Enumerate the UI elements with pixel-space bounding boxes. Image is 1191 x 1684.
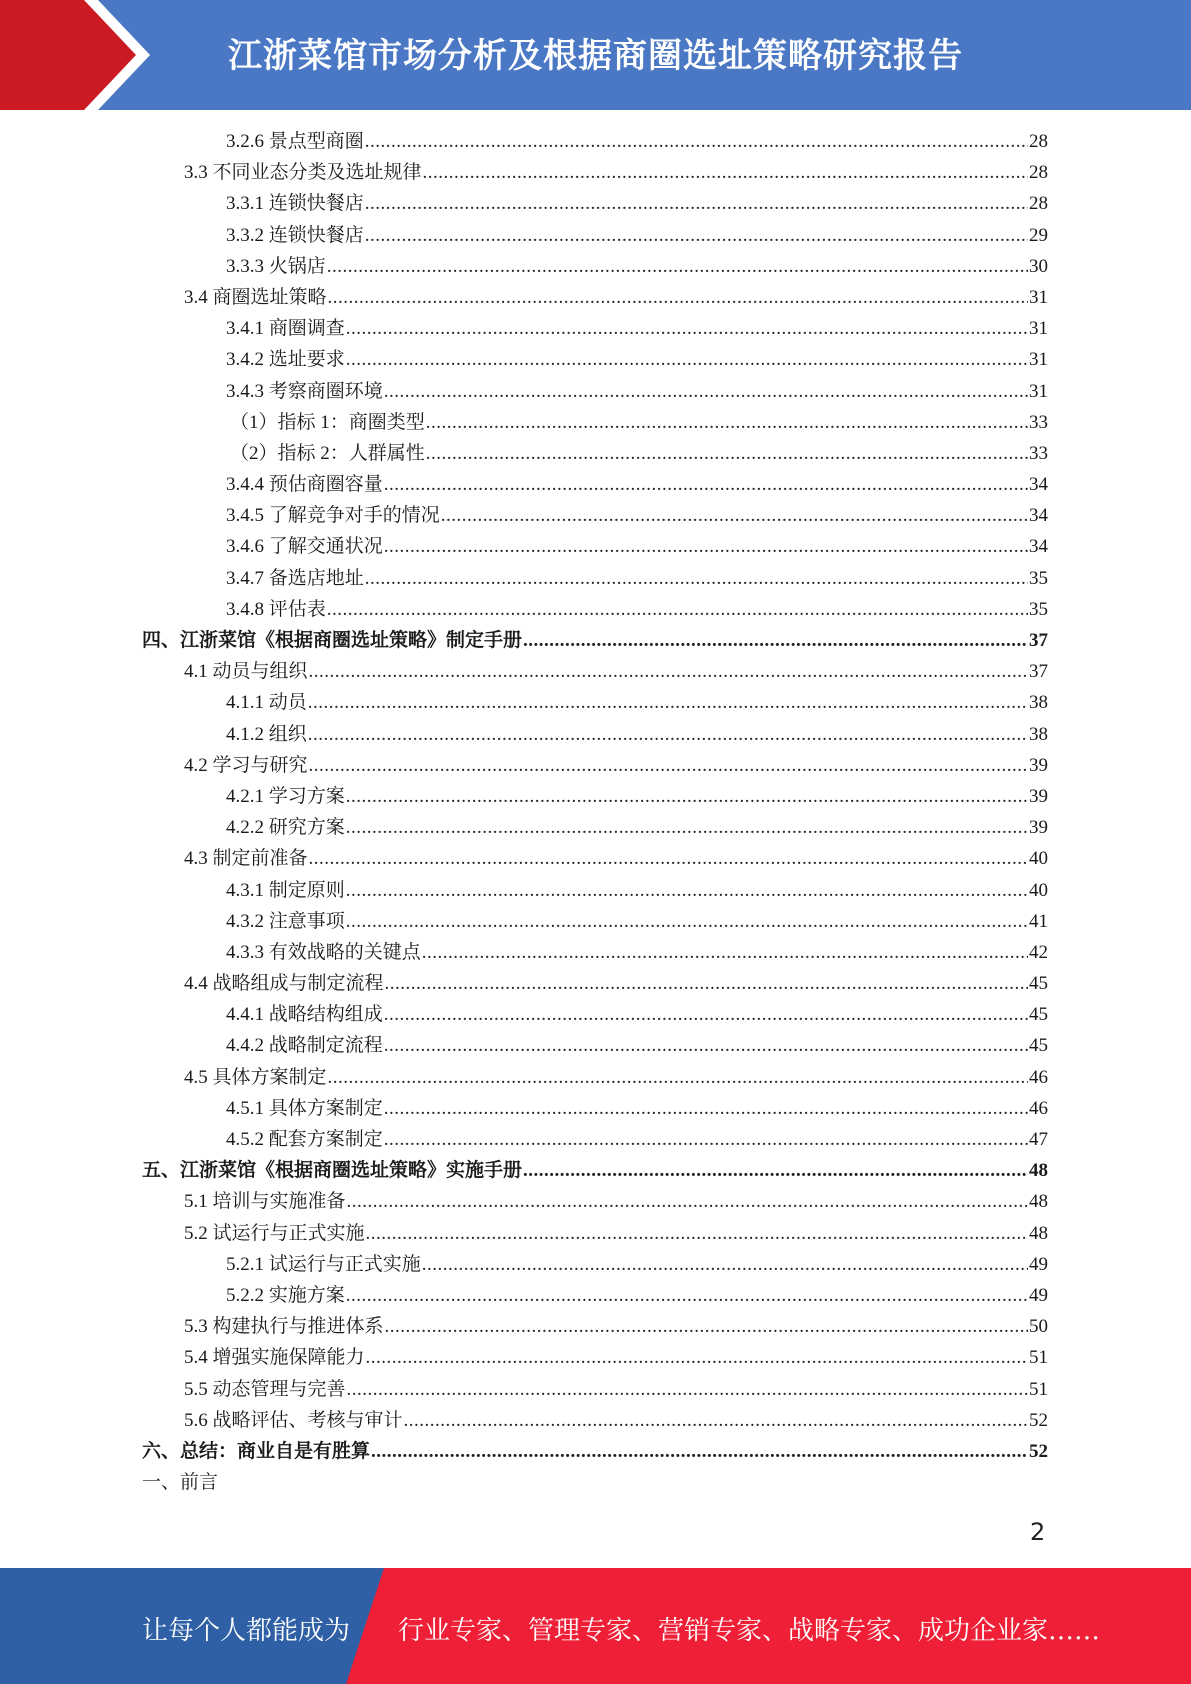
toc-dot-leader <box>384 536 1028 558</box>
toc-dot-leader <box>347 1191 1028 1213</box>
toc-dot-leader <box>346 880 1028 902</box>
toc-entry[interactable] <box>142 999 1048 1030</box>
toc-dot-leader <box>365 225 1028 247</box>
toc-entry-title: 3.3.1 连锁快餐店 <box>226 193 364 215</box>
toc-entry[interactable] <box>142 407 1048 438</box>
toc-dot-leader <box>309 848 1028 870</box>
toc-entry[interactable] <box>142 719 1048 750</box>
toc-entry-page: 28 <box>1029 162 1048 184</box>
toc-entry-title: 4.1.2 组织 <box>226 723 307 745</box>
toc-entry-page: 48 <box>1029 1160 1048 1182</box>
toc-entry-page: 52 <box>1029 1409 1048 1431</box>
toc-dot-leader <box>366 1347 1028 1369</box>
toc-entry[interactable] <box>142 157 1048 188</box>
toc-entry-page: 38 <box>1029 723 1048 745</box>
toc-entry[interactable] <box>142 1374 1048 1405</box>
toc-entry-title: 3.4.4 预估商圈容量 <box>226 474 383 496</box>
toc-entry-title: 4.5.1 具体方案制定 <box>226 1097 383 1119</box>
toc-entry-title: 5.2.2 实施方案 <box>226 1284 345 1306</box>
toc-dot-leader <box>346 349 1028 371</box>
toc-dot-leader <box>384 1098 1028 1120</box>
toc-entry-page: 40 <box>1029 848 1048 870</box>
toc-entry[interactable] <box>142 1467 1048 1498</box>
toc-entry-page: 46 <box>1029 1097 1048 1119</box>
toc-entry[interactable] <box>142 1030 1048 1061</box>
toc-entry-page: 28 <box>1029 131 1048 152</box>
toc-dot-leader <box>384 474 1028 496</box>
toc-entry[interactable] <box>142 313 1048 344</box>
toc-entry-title: 3.4.6 了解交通状况 <box>226 536 383 558</box>
toc-entry-page: 34 <box>1029 505 1048 527</box>
toc-entry[interactable] <box>142 1436 1048 1467</box>
toc-entry[interactable] <box>142 531 1048 562</box>
toc-entry[interactable] <box>142 500 1048 531</box>
toc-entry-title: 4.2.2 研究方案 <box>226 817 345 839</box>
toc-entry-page: 45 <box>1029 1035 1048 1057</box>
toc-dot-leader <box>422 942 1028 964</box>
toc-entry-page: 31 <box>1029 318 1048 340</box>
toc-entry-page: 33 <box>1029 411 1048 433</box>
toc-entry-page: 34 <box>1029 474 1048 496</box>
toc-entry-title: 四、江浙菜馆《根据商圈选址策略》制定手册 <box>142 630 523 651</box>
toc-entry-page: 34 <box>1029 536 1048 558</box>
toc-entry-page: 52 <box>1029 1440 1048 1462</box>
toc-entry-title: 3.4 商圈选址策略 <box>184 286 327 308</box>
toc-entry[interactable] <box>142 469 1048 500</box>
toc-entry[interactable] <box>142 1124 1048 1155</box>
toc-entry-title: 5.6 战略评估、考核与审计 <box>184 1409 403 1431</box>
toc-entry-page: 33 <box>1029 442 1048 464</box>
toc-entry[interactable] <box>142 875 1048 906</box>
toc-dot-leader <box>346 786 1028 808</box>
toc-entry[interactable] <box>142 1218 1048 1249</box>
toc-entry[interactable] <box>142 1093 1048 1124</box>
toc-entry[interactable] <box>142 594 1048 625</box>
toc-dot-leader <box>523 1160 1028 1182</box>
toc-dot-leader <box>365 193 1028 215</box>
toc-entry-page: 35 <box>1029 567 1048 589</box>
toc-dot-leader <box>346 911 1028 933</box>
toc-entry[interactable] <box>142 282 1048 313</box>
toc-entry[interactable] <box>142 344 1048 375</box>
toc-entry-page: 30 <box>1029 255 1048 277</box>
toc-dot-leader <box>328 287 1028 309</box>
toc-entry[interactable] <box>142 438 1048 469</box>
toc-dot-leader <box>426 412 1028 434</box>
toc-entry-title: 4.3.1 制定原则 <box>226 879 345 901</box>
toc-entry-page: 37 <box>1029 630 1048 651</box>
toc-entry-title: 4.4.2 战略制定流程 <box>226 1035 383 1057</box>
toc-entry-title: 3.4.5 了解竞争对手的情况 <box>226 505 440 527</box>
toc-entry[interactable] <box>142 906 1048 937</box>
toc-entry-title: 3.4.1 商圈调查 <box>226 318 345 340</box>
report-title: 江浙菜馆市场分析及根据商圈选址策略研究报告 <box>228 36 963 76</box>
toc-entry-title: 3.4.7 备选店地址 <box>226 567 364 589</box>
toc-dot-leader <box>309 755 1028 777</box>
toc-entry-title: 六、总结：商业自是有胜算 <box>142 1440 371 1462</box>
toc-entry-title: 4.4 战略组成与制定流程 <box>184 973 384 995</box>
toc-entry-page: 51 <box>1029 1347 1048 1369</box>
toc-entry-title: 一、前言 <box>142 1472 219 1494</box>
toc-dot-leader <box>347 1379 1028 1401</box>
toc-dot-leader <box>327 256 1028 278</box>
toc-dot-leader <box>346 1285 1028 1307</box>
toc-dot-leader <box>365 131 1028 153</box>
toc-entry-page: 31 <box>1029 380 1048 402</box>
toc-dot-leader <box>441 505 1028 527</box>
footer-slogan-left: 让每个人都能成为 <box>142 1616 351 1646</box>
toc-dot-leader <box>309 661 1028 683</box>
toc-dot-leader <box>346 817 1028 839</box>
toc-entry[interactable] <box>142 1405 1048 1436</box>
toc-entry-page: 49 <box>1029 1284 1048 1306</box>
toc-dot-leader <box>385 1316 1028 1338</box>
toc-dot-leader <box>308 724 1028 746</box>
toc-dot-leader <box>404 1410 1028 1432</box>
toc-entry-title: 5.2 试运行与正式实施 <box>184 1222 365 1244</box>
toc-entry-title: 4.5 具体方案制定 <box>184 1066 327 1088</box>
toc-entry-page: 45 <box>1029 973 1048 995</box>
table-of-contents <box>142 126 1048 1498</box>
toc-dot-leader <box>384 1004 1028 1026</box>
toc-entry-title: 4.3 制定前准备 <box>184 848 308 870</box>
toc-entry-title: 4.5.2 配套方案制定 <box>226 1129 383 1150</box>
toc-entry[interactable] <box>142 251 1048 282</box>
toc-entry-title: 4.4.1 战略结构组成 <box>226 1004 383 1026</box>
toc-dot-leader <box>426 443 1028 465</box>
toc-entry[interactable] <box>142 750 1048 781</box>
toc-entry[interactable] <box>142 687 1048 718</box>
toc-entry[interactable] <box>142 968 1048 999</box>
toc-entry[interactable] <box>142 812 1048 843</box>
toc-entry[interactable] <box>142 1311 1048 1342</box>
toc-dot-leader <box>366 1223 1028 1245</box>
toc-entry-title: 3.3 不同业态分类及选址规律 <box>184 162 422 184</box>
page-footer <box>0 1568 1191 1684</box>
toc-entry-title: 3.3.2 连锁快餐店 <box>226 224 364 246</box>
toc-entry[interactable] <box>142 563 1048 594</box>
toc-entry-page: 39 <box>1029 785 1048 807</box>
toc-entry[interactable] <box>142 1280 1048 1311</box>
toc-dot-leader <box>371 1441 1028 1463</box>
toc-entry[interactable] <box>142 1062 1048 1093</box>
toc-entry[interactable] <box>142 1342 1048 1373</box>
toc-entry-page: 31 <box>1029 349 1048 371</box>
toc-entry-page: 41 <box>1029 910 1048 932</box>
toc-entry-title: 3.3.3 火锅店 <box>226 255 326 277</box>
toc-entry-title: 5.3 构建执行与推进体系 <box>184 1316 384 1338</box>
toc-dot-leader <box>308 692 1028 714</box>
toc-entry-page: 29 <box>1029 224 1048 246</box>
toc-entry[interactable] <box>142 843 1048 874</box>
toc-dot-leader <box>523 630 1028 652</box>
toc-dot-leader <box>384 1035 1028 1057</box>
toc-entry-title: （2）指标 2：人群属性 <box>230 442 425 464</box>
toc-entry-page: 48 <box>1029 1222 1048 1244</box>
toc-entry[interactable] <box>142 656 1048 687</box>
toc-entry-title: 3.4.3 考察商圈环境 <box>226 380 383 402</box>
toc-dot-leader <box>346 318 1028 340</box>
toc-entry-page: 47 <box>1029 1129 1048 1150</box>
toc-entry[interactable] <box>142 188 1048 219</box>
toc-entry-page: 37 <box>1029 661 1048 683</box>
toc-entry-title: （1）指标 1：商圈类型 <box>230 411 425 433</box>
toc-entry-page: 38 <box>1029 692 1048 714</box>
toc-entry-title: 5.4 增强实施保障能力 <box>184 1347 365 1369</box>
toc-entry-page: 39 <box>1029 817 1048 839</box>
toc-entry-title: 4.2 学习与研究 <box>184 754 308 776</box>
toc-entry[interactable] <box>142 1186 1048 1217</box>
toc-entry[interactable] <box>142 220 1048 251</box>
toc-entry-page: 49 <box>1029 1253 1048 1275</box>
toc-entry-title: 4.3.3 有效战略的关键点 <box>226 941 421 963</box>
toc-entry-page: 50 <box>1029 1316 1048 1338</box>
toc-dot-leader <box>385 973 1028 995</box>
toc-entry[interactable] <box>142 126 1048 157</box>
toc-dot-leader <box>365 568 1028 590</box>
toc-entry-page: 48 <box>1029 1191 1048 1213</box>
toc-entry-page: 42 <box>1029 941 1048 963</box>
toc-entry-title: 5.1 培训与实施准备 <box>184 1191 346 1213</box>
toc-entry[interactable] <box>142 781 1048 812</box>
toc-entry-title: 4.3.2 注意事项 <box>226 910 345 932</box>
toc-entry[interactable] <box>142 376 1048 407</box>
toc-entry-title: 4.1 动员与组织 <box>184 661 308 683</box>
toc-entry[interactable] <box>142 937 1048 968</box>
toc-dot-leader <box>327 599 1028 621</box>
toc-entry-title: 3.4.8 评估表 <box>226 598 326 620</box>
toc-entry[interactable] <box>142 625 1048 656</box>
toc-entry-title: 3.2.6 景点型商圈 <box>226 131 364 152</box>
toc-entry-title: 4.1.1 动员 <box>226 692 307 714</box>
toc-dot-leader <box>328 1067 1028 1089</box>
toc-entry[interactable] <box>142 1249 1048 1280</box>
toc-entry-title: 3.4.2 选址要求 <box>226 349 345 371</box>
toc-entry-page: 35 <box>1029 598 1048 620</box>
toc-dot-leader <box>384 381 1028 403</box>
toc-entry-page: 28 <box>1029 193 1048 215</box>
page-number: 2 <box>1030 1518 1046 1546</box>
toc-dot-leader <box>384 1129 1028 1151</box>
footer-slogan-right: 行业专家、管理专家、营销专家、战略专家、成功企业家…… <box>398 1616 1101 1646</box>
toc-entry-title: 4.2.1 学习方案 <box>226 785 345 807</box>
toc-entry[interactable] <box>142 1155 1048 1186</box>
toc-entry-page: 39 <box>1029 754 1048 776</box>
toc-entry-page: 45 <box>1029 1004 1048 1026</box>
toc-entry-title: 5.5 动态管理与完善 <box>184 1378 346 1400</box>
toc-dot-leader <box>423 162 1028 184</box>
toc-entry-title: 5.2.1 试运行与正式实施 <box>226 1253 421 1275</box>
page-header <box>0 0 1191 110</box>
toc-entry-page: 40 <box>1029 879 1048 901</box>
toc-entry-title: 五、江浙菜馆《根据商圈选址策略》实施手册 <box>142 1160 523 1182</box>
toc-entry-page: 46 <box>1029 1066 1048 1088</box>
toc-entry-page: 51 <box>1029 1378 1048 1400</box>
toc-entry-page: 31 <box>1029 286 1048 308</box>
toc-dot-leader <box>422 1254 1028 1276</box>
red-chevron-icon <box>0 0 160 110</box>
